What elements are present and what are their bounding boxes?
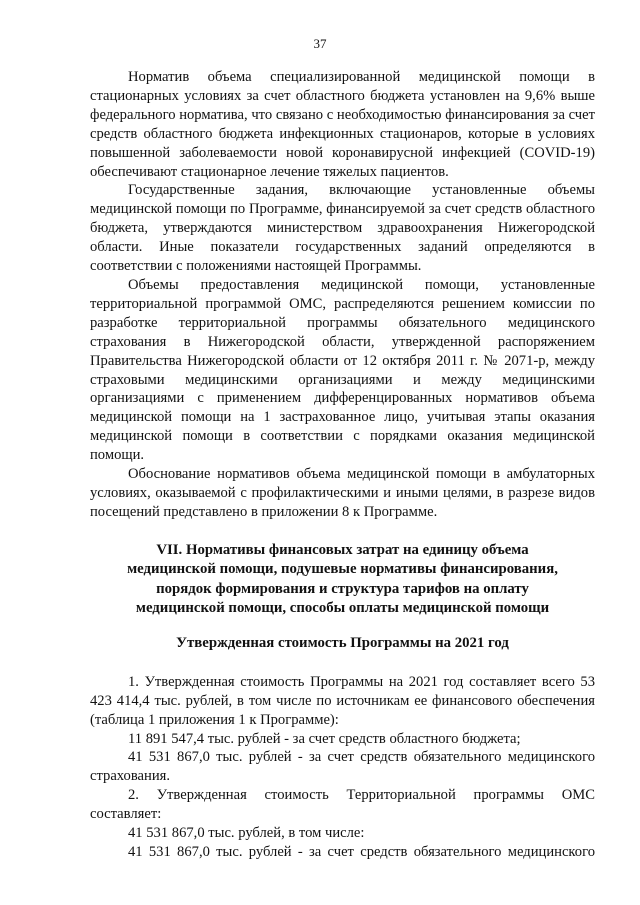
paragraph-territorial-cost: 2. Утвержденная стоимость Территориальной программы ОМС составляет: [90, 787, 595, 823]
section-heading-line: VII. Нормативы финансовых затрат на единицу объема [156, 541, 529, 558]
sub-heading: Утвержденная стоимость Программы на 2021 год [176, 635, 509, 652]
paragraph-regional-budget: 11 891 547,4 тыс. рублей - за счет средств областного бюджета; [128, 730, 521, 747]
section-heading [90, 541, 595, 619]
page-number: 37 [313, 36, 327, 51]
paragraph-territorial-total: 41 531 867,0 тыс. рублей, в том числе: [128, 825, 365, 842]
document-body [90, 68, 595, 862]
section-heading-line: медицинской помощи, подушевые нормативы финансирования, [127, 561, 558, 578]
section-heading-line: медицинской помощи, способы оплаты медицинской помощи [135, 599, 550, 616]
section-heading-line: порядок формирования и структура тарифов на оплату [156, 580, 529, 597]
paragraph-oms-volumes: Объемы предоставления медицинской помощи, установленные территориальной программой ОМС, распределяются решением комиссии по разработке территориальной программы обязательного медицинского страхования в Нижегородской области, утвержденной распоряжением Правительства Нижегородской области от 12 октября 2011 г. № 2071-р, между страховыми медицинскими организациями и между медицинскими организациями с применением дифференцированных нормативов объема медицинской помощи на 1 застрахованное лицо, учитывая этапы оказания медицинской помощи в соответствии с порядками оказания медицинской помощи. [90, 276, 595, 464]
paragraph-program-cost: 1. Утвержденная стоимость Программы на 2021 год составляет всего 53 423 414,4 тыс. рублей, в том числе по источникам ее финансового обеспечения (таблица 1 приложения 1 к Программе): [90, 673, 595, 728]
paragraph-inpatient-norm: Норматив объема специализированной медицинской помощи в стационарных условиях за счет областного бюджета установлен на 9,6% выше федерального норматива, что связано с необходимостью финансирования за счет средств областного бюджета инфекционных стационаров, которые в условиях повышенной заболеваемости новой коронавирусной инфекцией (COVID-19) обеспечивают стационарное лечение тяжелых пациентов. [90, 69, 595, 180]
paragraph-outpatient-justification: Обоснование нормативов объема медицинской помощи в амбулаторных условиях, оказываемой с профилактическими и иными целями, в разрезе видов посещений представлено в приложении 8 к Программе. [90, 466, 595, 520]
paragraph-state-assignments: Государственные задания, включающие установленные объемы медицинской помощи по Программе, финансируемой за счет средств областного бюджета, утверждаются министерством здравоохранения Нижегородской области. Иные показатели государственных заданий определяются в соответствии с положениями настоящей Программы. [90, 182, 595, 275]
paragraph-oms-funds: 41 531 867,0 тыс. рублей - за счет средств обязательного медицинского страхования. [90, 749, 595, 785]
paragraph-territorial-oms-funds: 41 531 867,0 тыс. рублей - за счет средств обязательного медицинского [128, 843, 595, 860]
